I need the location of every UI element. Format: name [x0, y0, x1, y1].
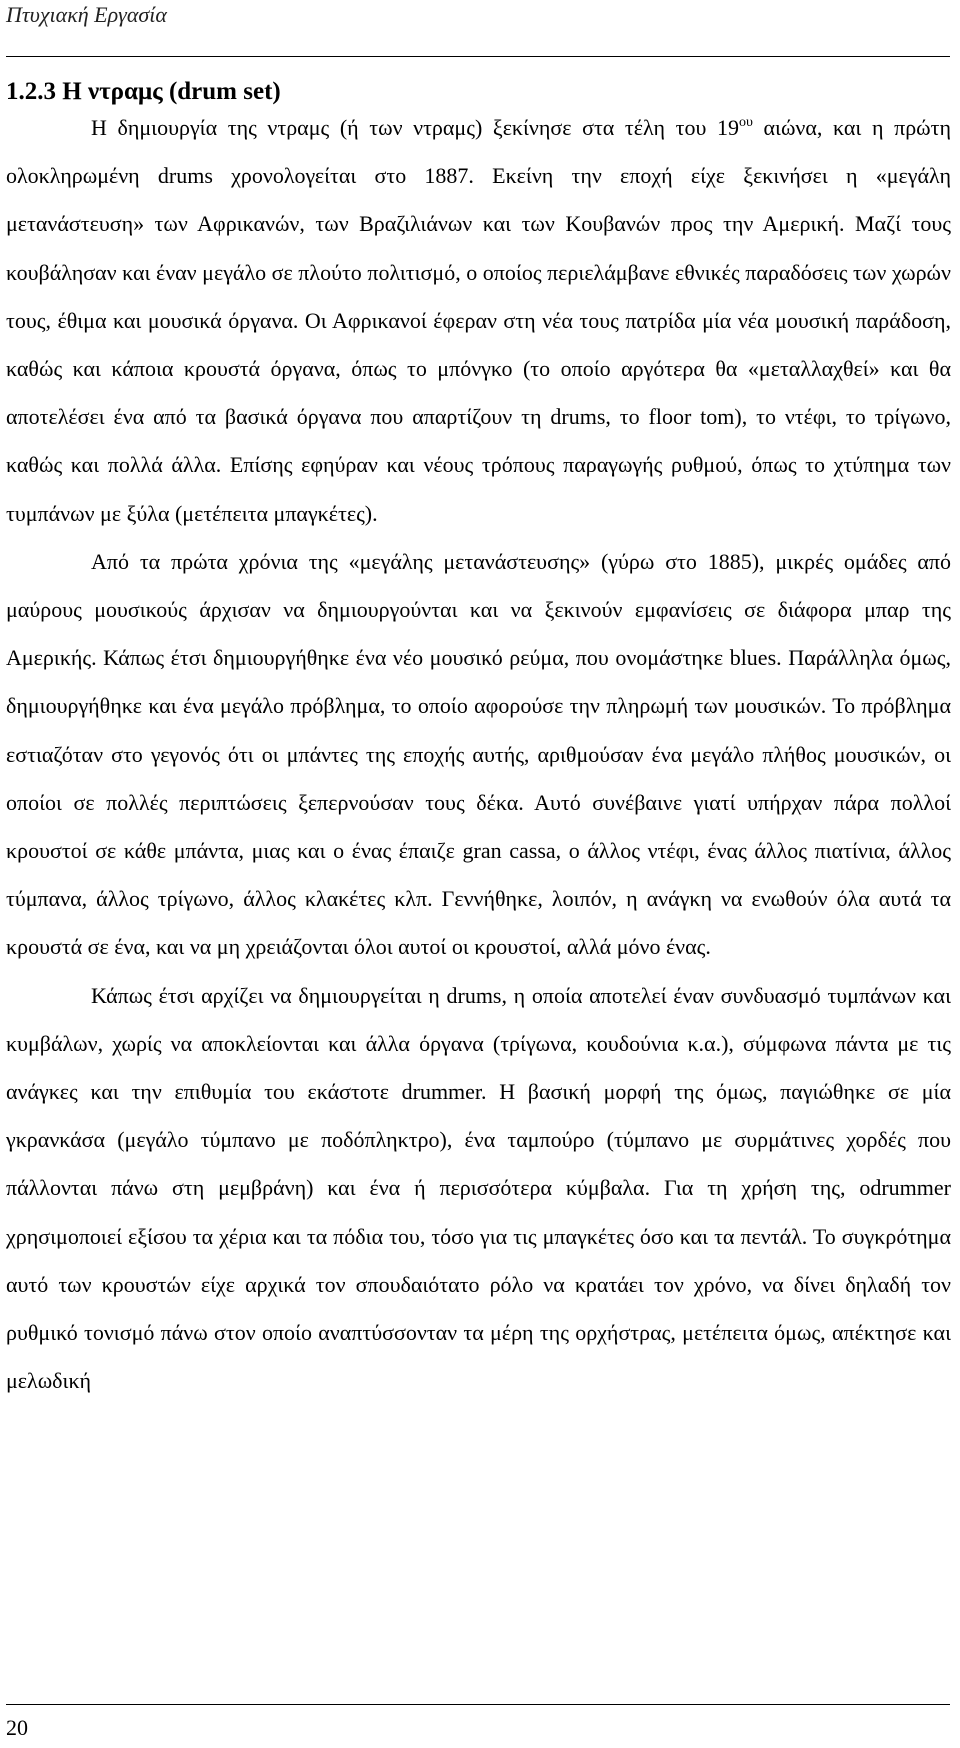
footer-rule	[6, 1704, 950, 1705]
paragraph-2: Από τα πρώτα χρόνια της «μεγάλης μετανάστευσης» (γύρω στο 1885), μικρές ομάδες από μαύρους μουσικούς άρχισαν να δημιουργούνται και να ξεκινούν εμφανίσεις σε διάφορα μπαρ της Αμερικής. Κάπως έτσι δημιουργήθηκε ένα νέο μουσικό ρεύμα, που ονομάστηκε blues. Παράλληλα όμως, δημιουργήθηκε και ένα μεγάλο πρόβλημα, το οποίο αφορούσε την πληρωμή των μουσικών. Το πρόβλημα εστιαζόταν στο γεγονός ότι οι μπάντες της εποχής αυτής, αριθμούσαν ένα μεγάλο πλήθος μουσικών, οι οποίοι σε πολλές περιπτώσεις ξεπερνούσαν τους δέκα. Αυτό συνέβαινε γιατί υπήρχαν πάρα πολλοί κρουστοί σε κάθε μπάντα, μιας και ο ένας έπαιζε gran cassa, ο άλλος ντέφι, ένας άλλος πιατίνια, άλλος τύμπανα, άλλος τρίγωνο, άλλος κλακέτες κλπ. Γεννήθηκε, λοιπόν, η ανάγκη να ενωθούν όλα αυτά τα κρουστά σε ένα, και να μη χρειάζονται όλοι αυτοί οι κρουστοί, αλλά μόνο ένας.	[6, 548, 951, 960]
header-rule	[6, 56, 950, 57]
paragraph-3: Κάπως έτσι αρχίζει να δημιουργείται η drums, η οποία αποτελεί έναν συνδυασμό τυμπάνων και κυμβάλων, χωρίς να αποκλείονται και άλλα όργανα (τρίγωνα, κουδούνια κ.α.), σύμφωνα πάντα με τις ανάγκες και την επιθυμία του εκάστοτε drummer. Η βασική μορφή της όμως, παγιώθηκε σε μία γκρανκάσα (μεγάλο τύμπανο με ποδόπληκτρο), ένα ταμπούρο (τύμπανο με συρμάτινες χορδές που πάλλονται πάνω στη μεμβράνη) και ένα ή περισσότερα κύμβαλα. Για τη χρήση της, odrummer χρησιμοποιεί εξίσου τα χέρια και τα πόδια του, τόσο για τις μπαγκέτες όσο και τα πεντάλ. Το συγκρότημα αυτό των κρουστών είχε αρχικά τον σπουδαιότατο ρόλο να κρατάει τον χρόνο, να δίνει δηλαδή τον ρυθμικό τονισμό πάνω στον οποίο αναπτύσσονταν τα μέρη της ορχήστρας, μετέπειτα όμως, απέκτησε και μελωδική	[6, 982, 951, 1394]
body-text	[6, 104, 951, 1405]
paragraph-1-text-b: αιώνα, και η πρώτη ολοκληρωμένη drums χρονολογείται στο 1887. Εκείνη την εποχή είχε ξεκινήσει η «μεγάλη μετανάστευση» των Αφρικανών, των Βραζιλιάνων και των Κουβανών προς την Αμερική. Μαζί τους κουβάλησαν και έναν μεγάλο σε πλούτο πολιτισμό, ο οποίος περιελάμβανε εθνικές παραδόσεις των χωρών τους, έθιμα και μουσικά όργανα. Οι Αφρικανοί έφεραν στη νέα τους πατρίδα μία νέα μουσική παράδοση, καθώς και κάποια κρουστά όργανα, όπως το μπόνγκο (το οποίο αργότερα θα «μεταλλαχθεί» και θα αποτελέσει ένα από τα βασικά όργανα που απαρτίζουν τη drums, το floor tom), το ντέφι, το τρίγωνο, καθώς και πολλά άλλα. Επίσης εφηύραν και νέους τρόπους παραγωγής ρυθμού, όπως το χτύπημα των τυμπάνων με ξύλα (μετέπειτα μπαγκέτες).	[6, 115, 951, 526]
page-number: 20	[6, 1715, 28, 1740]
running-header-title: Πτυχιακή Εργασία	[6, 2, 167, 27]
superscript-ordinal: ου	[738, 115, 753, 130]
paragraph-1	[6, 104, 951, 538]
paragraph-1-text-a: Η δημιουργία της ντραμς (ή των ντραμς) ξεκίνησε στα τέλη του 19	[91, 115, 739, 140]
section-heading: 1.2.3 Η ντραμς (drum set)	[6, 78, 281, 105]
